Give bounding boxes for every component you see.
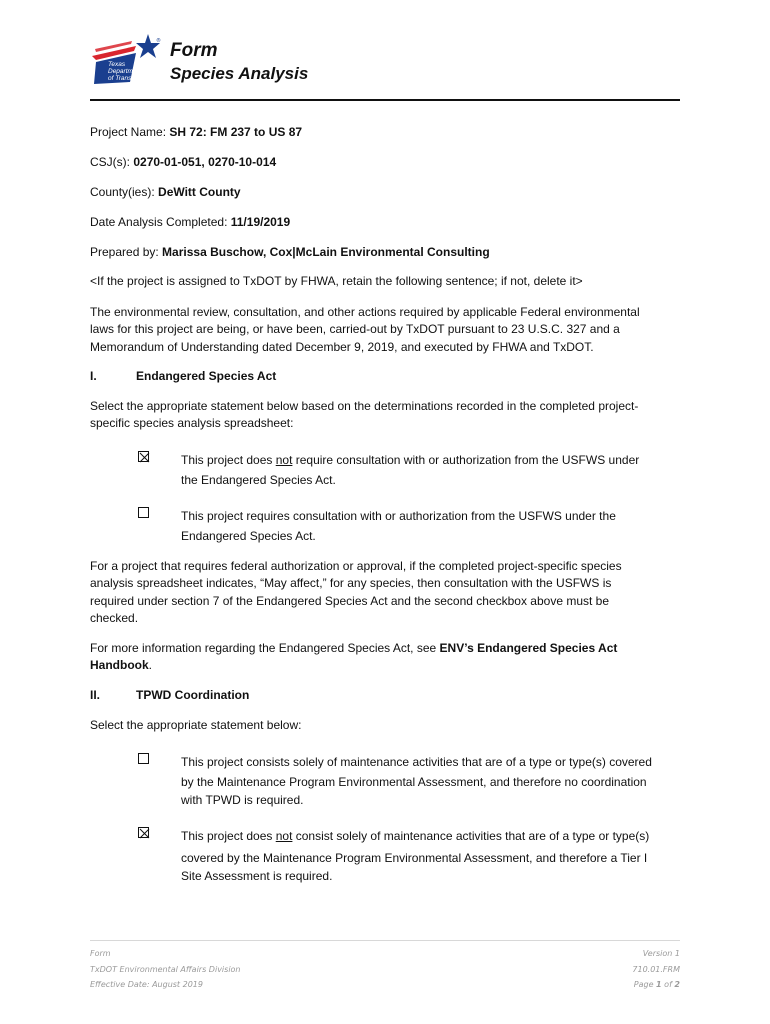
- logo-line: of Transportation: [108, 75, 157, 82]
- handbook-link[interactable]: Handbook: [90, 658, 149, 673]
- option-line: by the Maintenance Program Environmental Assessment, and therefore no coordination: [181, 775, 647, 789]
- checkbox-x-icon: [139, 828, 150, 839]
- logo-line: Department: [108, 68, 142, 75]
- field-label: Date Analysis Completed:: [90, 215, 231, 229]
- section-2-intro: Select the appropriate statement below:: [90, 718, 302, 732]
- option-line: [181, 450, 676, 470]
- option-line: [181, 826, 676, 846]
- section-1-note: [90, 558, 675, 627]
- option-line: covered by the Maintenance Program Environmental Assessment, and therefore a Tier I: [181, 851, 648, 865]
- handbook-link[interactable]: ENV’s Endangered Species Act: [439, 641, 618, 655]
- paragraph-line: analysis spreadsheet indicates, “May affect,” for any species, then consultation with the USFWS is: [90, 576, 612, 591]
- tpwd-tier1-checkbox[interactable]: [138, 827, 149, 838]
- fhwa-paragraph: [90, 304, 675, 356]
- paragraph-line: specific species analysis spreadsheet:: [90, 416, 294, 431]
- section-1-number: I.: [90, 369, 97, 383]
- option-text: This project does: [181, 453, 276, 467]
- option-emphasis: not: [275, 829, 293, 843]
- tpwd-option-2-text: [181, 826, 676, 886]
- form-title: Form: [170, 40, 218, 61]
- paragraph-text: .: [148, 658, 153, 673]
- field-label: Project Name:: [90, 125, 170, 139]
- paragraph-line: The environmental review, consultation, and other actions required by applicable Federal environmental: [90, 305, 640, 319]
- paragraph-line: Select the appropriate statement below based on the determinations recorded in the completed project-: [90, 399, 639, 413]
- svg-text:®: ®: [156, 38, 161, 44]
- tpwd-no-coordination-checkbox[interactable]: [138, 753, 149, 764]
- header-divider: [90, 99, 680, 101]
- paragraph-line: laws for this project are being, or have been, carried-out by TxDOT pursuant to 23 U.S.C. 327 and a: [90, 322, 620, 337]
- option-line: This project requires consultation with or authorization from the USFWS under the: [181, 509, 616, 523]
- paragraph-line: Memorandum of Understanding dated December 9, 2019, and executed by FHWA and TxDOT.: [90, 339, 594, 354]
- option-line: Site Assessment is required.: [181, 869, 333, 883]
- footer-form-code: 710.01.FRM: [632, 965, 680, 974]
- page-current: 1: [656, 980, 662, 989]
- form-subtitle: Species Analysis: [170, 64, 309, 83]
- option-line: This project consists solely of maintenance activities that are of a type or type(s) covered: [181, 755, 652, 769]
- option-line: with TPWD is required.: [181, 793, 304, 807]
- option-emphasis: not: [275, 453, 293, 467]
- page-total: 2: [674, 980, 680, 989]
- prepared-by-value: Marissa Buschow, Cox|McLain Environmental Consulting: [162, 245, 490, 259]
- option-text: consist solely of maintenance activities that are of a type or type(s): [292, 829, 650, 843]
- page-label: of: [661, 980, 675, 989]
- field-label: Prepared by:: [90, 245, 163, 259]
- field-label: County(ies):: [90, 185, 159, 199]
- section-2-title: TPWD Coordination: [136, 688, 250, 702]
- esa-no-consultation-checkbox[interactable]: [138, 451, 149, 462]
- csj-value: 0270-01-051, 0270-10-014: [133, 155, 277, 169]
- project-name-line: [90, 124, 302, 141]
- section-2-number: II.: [90, 688, 101, 702]
- esa-option-1-text: [181, 450, 676, 490]
- option-text: This project does: [181, 829, 276, 843]
- footer-version: Version 1: [642, 949, 680, 958]
- date-value: 11/19/2019: [230, 215, 291, 229]
- prepared-by-line: [90, 244, 490, 261]
- footer-page-number: [634, 980, 680, 990]
- csj-line: [90, 154, 276, 171]
- section-1-more-info: [90, 640, 675, 675]
- option-text: require consultation with or authorization from the USFWS under: [292, 453, 640, 467]
- paragraph-line: [90, 640, 675, 657]
- option-line: the Endangered Species Act.: [181, 473, 336, 487]
- county-line: [90, 184, 241, 201]
- logo-wordmark: [108, 61, 157, 82]
- section-1-intro: [90, 398, 675, 433]
- page-label: Page: [633, 980, 657, 989]
- paragraph-line: For a project that requires federal authorization or approval, if the completed project-specific species: [90, 559, 622, 573]
- county-value: DeWitt County: [158, 185, 241, 199]
- paragraph-line: required under section 7 of the Endangered Species Act and the second checkbox above must be: [90, 593, 610, 608]
- paragraph-line: checked.: [90, 610, 139, 625]
- fhwa-instruction: <If the project is assigned to TxDOT by FHWA, retain the following sentence; if not, delete it>: [90, 274, 583, 288]
- esa-requires-consultation-checkbox[interactable]: [138, 507, 149, 518]
- field-label: CSJ(s):: [90, 155, 134, 169]
- paragraph-text: For more information regarding the Endangered Species Act, see: [90, 641, 440, 655]
- footer-form-label: Form: [90, 949, 111, 958]
- date-line: [90, 214, 290, 231]
- tpwd-option-1-text: [181, 752, 676, 810]
- esa-option-2-text: [181, 506, 676, 546]
- project-name-value: SH 72: FM 237 to US 87: [169, 125, 303, 139]
- paragraph-line: [90, 657, 675, 674]
- option-line: Endangered Species Act.: [181, 529, 316, 543]
- footer-division: TxDOT Environmental Affairs Division: [90, 965, 241, 974]
- section-1-title: Endangered Species Act: [136, 369, 277, 383]
- checkbox-x-icon: [139, 452, 150, 463]
- footer-effective-date: Effective Date: August 2019: [90, 980, 203, 989]
- footer-divider: [90, 940, 680, 941]
- logo-line: Texas: [108, 61, 126, 68]
